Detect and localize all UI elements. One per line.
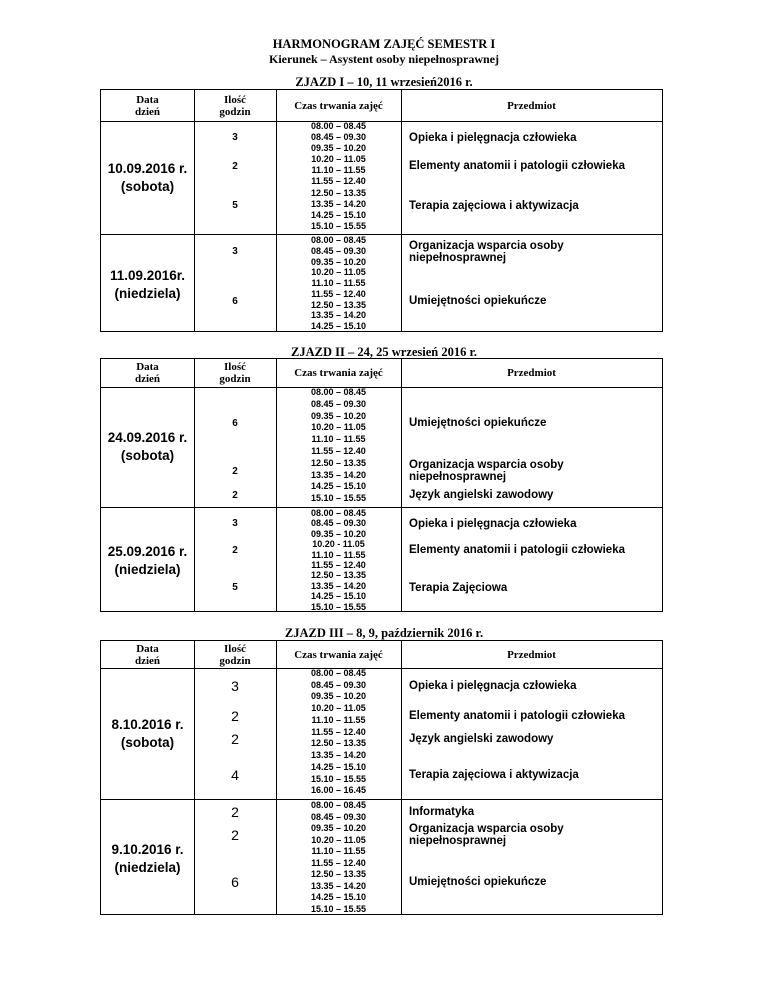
hours-value: 3 [232, 518, 238, 530]
hours-value: 3 [231, 677, 239, 694]
time-slots [276, 668, 401, 797]
subject: Umiejętności opiekuńcze [409, 295, 547, 307]
time-slot: 14.25 – 15.10 [310, 481, 367, 492]
time-slot: 08.45 – 09.30 [310, 679, 367, 690]
time-slot: 12.50 – 13.35 [310, 869, 367, 879]
header-hours-text: Ilość [224, 361, 246, 373]
time-slot: 15.10 – 15.55 [310, 601, 367, 612]
time-slot: 14.25 – 15.10 [310, 591, 367, 602]
hours-value: 5 [232, 200, 238, 212]
day-date: 25.09.2016 r. [107, 544, 188, 559]
header-date-text: dzień [134, 373, 161, 385]
time-slot: 14.25 – 15.10 [310, 892, 367, 902]
schedule-table [100, 358, 663, 612]
day-date: 9.10.2016 r. [111, 841, 184, 857]
day-date-cell [101, 387, 194, 507]
hours-value: 2 [232, 544, 238, 556]
time-slot: 11.10 – 11.55 [311, 278, 366, 289]
time-slot: 11.55 – 12.40 [311, 560, 366, 571]
day-row [101, 799, 662, 917]
time-slot: 10.20 – 11.05 [311, 422, 366, 433]
time-slot: 10.20 - 11.05 [312, 539, 365, 550]
time-slot: 11.55 – 12.40 [311, 176, 366, 187]
time-slots [276, 508, 401, 612]
time-slot: 11.10 – 11.55 [311, 549, 366, 560]
header-date-text: Data [136, 642, 159, 655]
day-date-cell [101, 800, 194, 917]
hours-value: 2 [231, 827, 239, 844]
header-time [276, 90, 401, 121]
time-slots [276, 235, 401, 332]
header-hours-text: godzin [219, 105, 251, 118]
day-date: 11.09.2016r. [109, 267, 186, 283]
hours-value: 2 [231, 803, 239, 820]
day-date-cell [101, 508, 194, 614]
day-date: 8.10.2016 r. [111, 716, 184, 732]
day-row [101, 387, 662, 507]
hours-value: 2 [232, 465, 238, 477]
header-subject-text: Przedmiot [507, 648, 556, 661]
header-hours-text: Ilość [224, 642, 246, 655]
header-hours-text: Ilość [224, 93, 246, 106]
header-hours-text: godzin [219, 654, 251, 667]
zjazd-title: ZJAZD I – 10, 11 wrzesień2016 r. [295, 75, 473, 89]
subject: Język angielski zawodowy [409, 489, 554, 501]
header-date-text: Data [136, 361, 159, 373]
time-slot: 11.10 – 11.55 [311, 714, 366, 725]
time-slot: 09.35 – 10.20 [310, 143, 367, 154]
schedule-table [100, 89, 663, 332]
time-slot: 13.35 – 14.20 [310, 310, 367, 321]
day-date: 24.09.2016 r. [107, 430, 188, 445]
day-name: (niedziela) [114, 859, 181, 875]
schedule-table [100, 640, 663, 915]
hours-value: 2 [232, 489, 238, 501]
time-slot: 12.50 – 13.35 [310, 570, 367, 581]
day-row [101, 668, 662, 799]
header-subject [401, 359, 662, 387]
header-hours [194, 641, 276, 668]
time-slot: 11.55 – 12.40 [311, 288, 366, 299]
time-slot: 12.50 – 13.35 [310, 457, 367, 468]
table-header [101, 90, 662, 122]
page-title: HARMONOGRAM ZAJĘĆ SEMESTR I [272, 37, 496, 51]
time-slot: 13.35 – 14.20 [310, 198, 367, 209]
time-slot: 13.35 – 14.20 [310, 469, 367, 480]
time-slot: 08.45 – 09.30 [310, 811, 367, 822]
time-slot: 08.00 – 08.45 [310, 387, 367, 397]
subject: Organizacja wsparcia osoby niepełnosprawnej [409, 239, 564, 264]
time-slot: 08.00 – 08.45 [310, 668, 367, 678]
subject: Umiejętności opiekuńcze [409, 417, 547, 429]
time-slot: 11.10 – 11.55 [311, 846, 366, 856]
subject: Elementy anatomii i patologii człowieka [409, 709, 625, 722]
time-slot: 08.45 – 09.30 [310, 518, 367, 529]
time-slot: 15.10 – 15.55 [310, 773, 367, 784]
hours-value: 3 [232, 246, 238, 257]
time-slot: 08.00 – 08.45 [310, 800, 367, 810]
day-row [101, 234, 662, 334]
subject: Terapia zajęciowa i aktywizacja [409, 199, 579, 212]
page-subtitle: Kierunek – Asystent osoby niepełnosprawnej [268, 52, 500, 66]
header-time-text: Czas trwania zajęć [294, 648, 383, 661]
day-date-cell [101, 121, 194, 234]
time-slot: 08.00 – 08.45 [310, 235, 367, 245]
time-slot: 09.35 – 10.20 [310, 691, 367, 702]
subject: Opieka i pielęgnacja człowieka [409, 131, 577, 144]
day-date: 10.09.2016 r. [107, 160, 188, 176]
header-time-text: Czas trwania zajęć [294, 367, 383, 379]
day-name: (niedziela) [114, 562, 181, 577]
time-slot: 15.10 – 15.55 [310, 220, 367, 231]
header-date-text: dzień [134, 105, 161, 118]
subject: Elementy anatomii i patologii człowieka [409, 160, 625, 173]
time-slot: 11.10 – 11.55 [311, 434, 366, 445]
subject: Opieka i pielęgnacja człowieka [409, 517, 577, 530]
hours-value: 2 [231, 731, 239, 748]
table-header [101, 641, 662, 669]
header-date [101, 90, 194, 121]
time-slots [276, 800, 401, 915]
header-hours-text: godzin [219, 373, 251, 385]
time-slot: 09.35 – 10.20 [310, 410, 367, 421]
hours-value: 6 [232, 417, 238, 429]
time-slot: 10.20 – 11.05 [311, 154, 366, 165]
time-slot: 11.55 – 12.40 [311, 726, 366, 737]
time-slot: 08.45 – 09.30 [310, 398, 367, 409]
time-slot: 16.00 – 16.45 [310, 785, 367, 796]
subject: Organizacja wsparcia osoby niepełnosprawnej [409, 823, 564, 848]
zjazd-title: ZJAZD III – 8, 9, październik 2016 r. [284, 626, 484, 640]
time-slot: 12.50 – 13.35 [310, 299, 367, 310]
day-name: (sobota) [120, 178, 175, 194]
day-name: (sobota) [120, 734, 175, 750]
time-slot: 08.45 – 09.30 [310, 132, 367, 143]
subject: Umiejętności opiekuńcze [409, 875, 547, 888]
hours-value: 2 [232, 160, 238, 172]
subject: Terapia zajęciowa i aktywizacja [409, 769, 579, 782]
time-slot: 08.45 – 09.30 [310, 245, 367, 256]
day-date-cell [101, 235, 194, 334]
time-slot: 15.10 – 15.55 [310, 903, 367, 914]
time-slots [276, 387, 401, 505]
header-hours [194, 359, 276, 387]
zjazd-title: ZJAZD II – 24, 25 wrzesień 2016 r. [291, 345, 477, 359]
time-slots [276, 121, 401, 232]
header-date-text: Data [136, 93, 159, 106]
hours-value: 4 [231, 767, 239, 784]
time-slot: 12.50 – 13.35 [310, 738, 367, 749]
time-slot: 11.55 – 12.40 [311, 857, 366, 868]
header-subject [401, 641, 662, 668]
time-slot: 09.35 – 10.20 [310, 823, 367, 833]
day-row [101, 121, 662, 234]
time-slot: 13.35 – 14.20 [310, 880, 367, 891]
time-slot: 10.20 – 11.05 [311, 703, 366, 714]
hours-value: 3 [232, 132, 238, 144]
subject: Terapia Zajęciowa [409, 581, 508, 594]
time-slot: 09.35 – 10.20 [310, 256, 367, 267]
time-slot: 14.25 – 15.10 [310, 761, 367, 772]
time-slot: 13.35 – 14.20 [310, 580, 367, 591]
time-slot: 11.10 – 11.55 [311, 165, 366, 176]
header-time-text: Czas trwania zajęć [294, 99, 383, 112]
header-subject [401, 90, 662, 121]
header-hours [194, 90, 276, 121]
table-header [101, 359, 662, 388]
time-slot: 14.25 – 15.10 [310, 321, 367, 332]
time-slot: 11.55 – 12.40 [311, 445, 366, 456]
header-time [276, 641, 401, 668]
time-slot: 10.20 – 11.05 [311, 834, 366, 845]
day-name: (sobota) [120, 448, 175, 463]
time-slot: 15.10 – 15.55 [310, 493, 367, 504]
day-name: (niedziela) [114, 285, 181, 301]
header-subject-text: Przedmiot [507, 99, 556, 112]
subject: Informatyka [409, 805, 475, 818]
time-slot: 13.35 – 14.20 [310, 750, 367, 761]
header-date [101, 641, 194, 668]
time-slot: 14.25 – 15.10 [310, 209, 367, 220]
header-date-text: dzień [134, 654, 161, 667]
hours-value: 2 [231, 707, 239, 724]
subject: Elementy anatomii i patologii człowieka [409, 544, 625, 557]
header-time [276, 359, 401, 387]
hours-value: 5 [232, 582, 238, 593]
time-slot: 10.20 – 11.05 [311, 267, 366, 278]
subject: Organizacja wsparcia osoby niepełnosprawnej [409, 459, 564, 483]
day-date-cell [101, 668, 194, 799]
hours-value: 6 [231, 873, 239, 890]
header-subject-text: Przedmiot [507, 367, 556, 379]
time-slot: 09.35 – 10.20 [310, 528, 367, 539]
header-date [101, 359, 194, 387]
time-slot: 08.00 – 08.45 [310, 121, 367, 131]
hours-value: 6 [232, 295, 238, 307]
time-slot: 12.50 – 13.35 [310, 187, 367, 198]
time-slot: 08.00 – 08.45 [310, 508, 367, 518]
subject: Język angielski zawodowy [409, 733, 554, 746]
day-row [101, 507, 662, 614]
subject: Opieka i pielęgnacja człowieka [409, 679, 577, 692]
